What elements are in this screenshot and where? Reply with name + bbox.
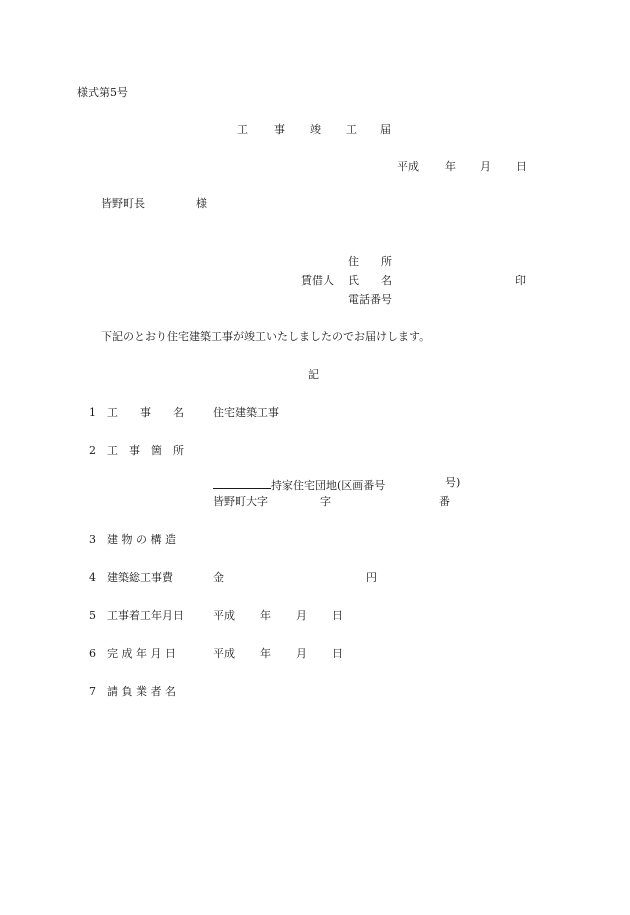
title-char-4: 工 [346,123,357,136]
date-year: 年 [445,160,456,173]
title-char-2: 事 [274,123,285,136]
item1-number: 1 [89,406,96,419]
item2-line1-text: 持家住宅団地(区画番号 [271,479,386,492]
item2-label: 工 事 箇 所 [107,444,184,457]
name-label: 氏 名 [348,274,392,287]
item6-label: 完 成 年 月 日 [107,647,176,660]
item2-ban: 番 [439,495,450,508]
addressee-name: 皆野町長 [101,197,145,210]
item2-number: 2 [89,444,96,457]
address-label: 住 所 [348,255,392,268]
date-day: 日 [516,160,527,173]
statement-text: 下記のとおり住宅建築工事が竣工いたしましたのでお届けします。 [101,330,431,343]
item6-year: 年 [260,647,271,660]
item1-label: 工 事 名 [107,406,184,419]
item4-kin: 金 [213,571,224,584]
applicant-role: 賃借人 [301,274,334,287]
item7-number: 7 [89,685,96,698]
complex-name-blank [213,477,271,489]
item5-label: 工事着工年月日 [107,609,184,622]
item5-year: 年 [260,609,271,622]
item2-aza: 字 [320,495,331,508]
ki-heading: 記 [308,368,319,381]
item2-line1-suffix: 号) [445,476,461,489]
title-char-5: 届 [380,123,391,136]
item3-number: 3 [89,533,96,546]
seal-mark: 印 [515,274,526,287]
addressee-honorific: 様 [196,197,207,210]
item5-month: 月 [296,609,307,622]
item5-day: 日 [332,609,343,622]
item3-label: 建 物 の 構 造 [107,533,176,546]
title-char-1: 工 [237,123,248,136]
item5-number: 5 [89,609,96,622]
item7-label: 請 負 業 者 名 [107,685,176,698]
item5-era: 平成 [213,609,235,622]
item2-town: 皆野町大字 [213,495,268,508]
item6-month: 月 [296,647,307,660]
form-number: 様式第5号 [77,86,128,99]
item6-era: 平成 [213,647,235,660]
item6-day: 日 [332,647,343,660]
item4-number: 4 [89,571,96,584]
item6-number: 6 [89,647,96,660]
item2-line1 [213,477,385,491]
title-char-3: 竣 [310,123,321,136]
item1-value: 住宅建築工事 [213,406,279,419]
phone-label: 電話番号 [348,293,392,306]
item4-label: 建築総工事費 [107,571,173,584]
date-era: 平成 [397,160,419,173]
date-month: 月 [480,160,491,173]
item4-yen: 円 [366,571,377,584]
